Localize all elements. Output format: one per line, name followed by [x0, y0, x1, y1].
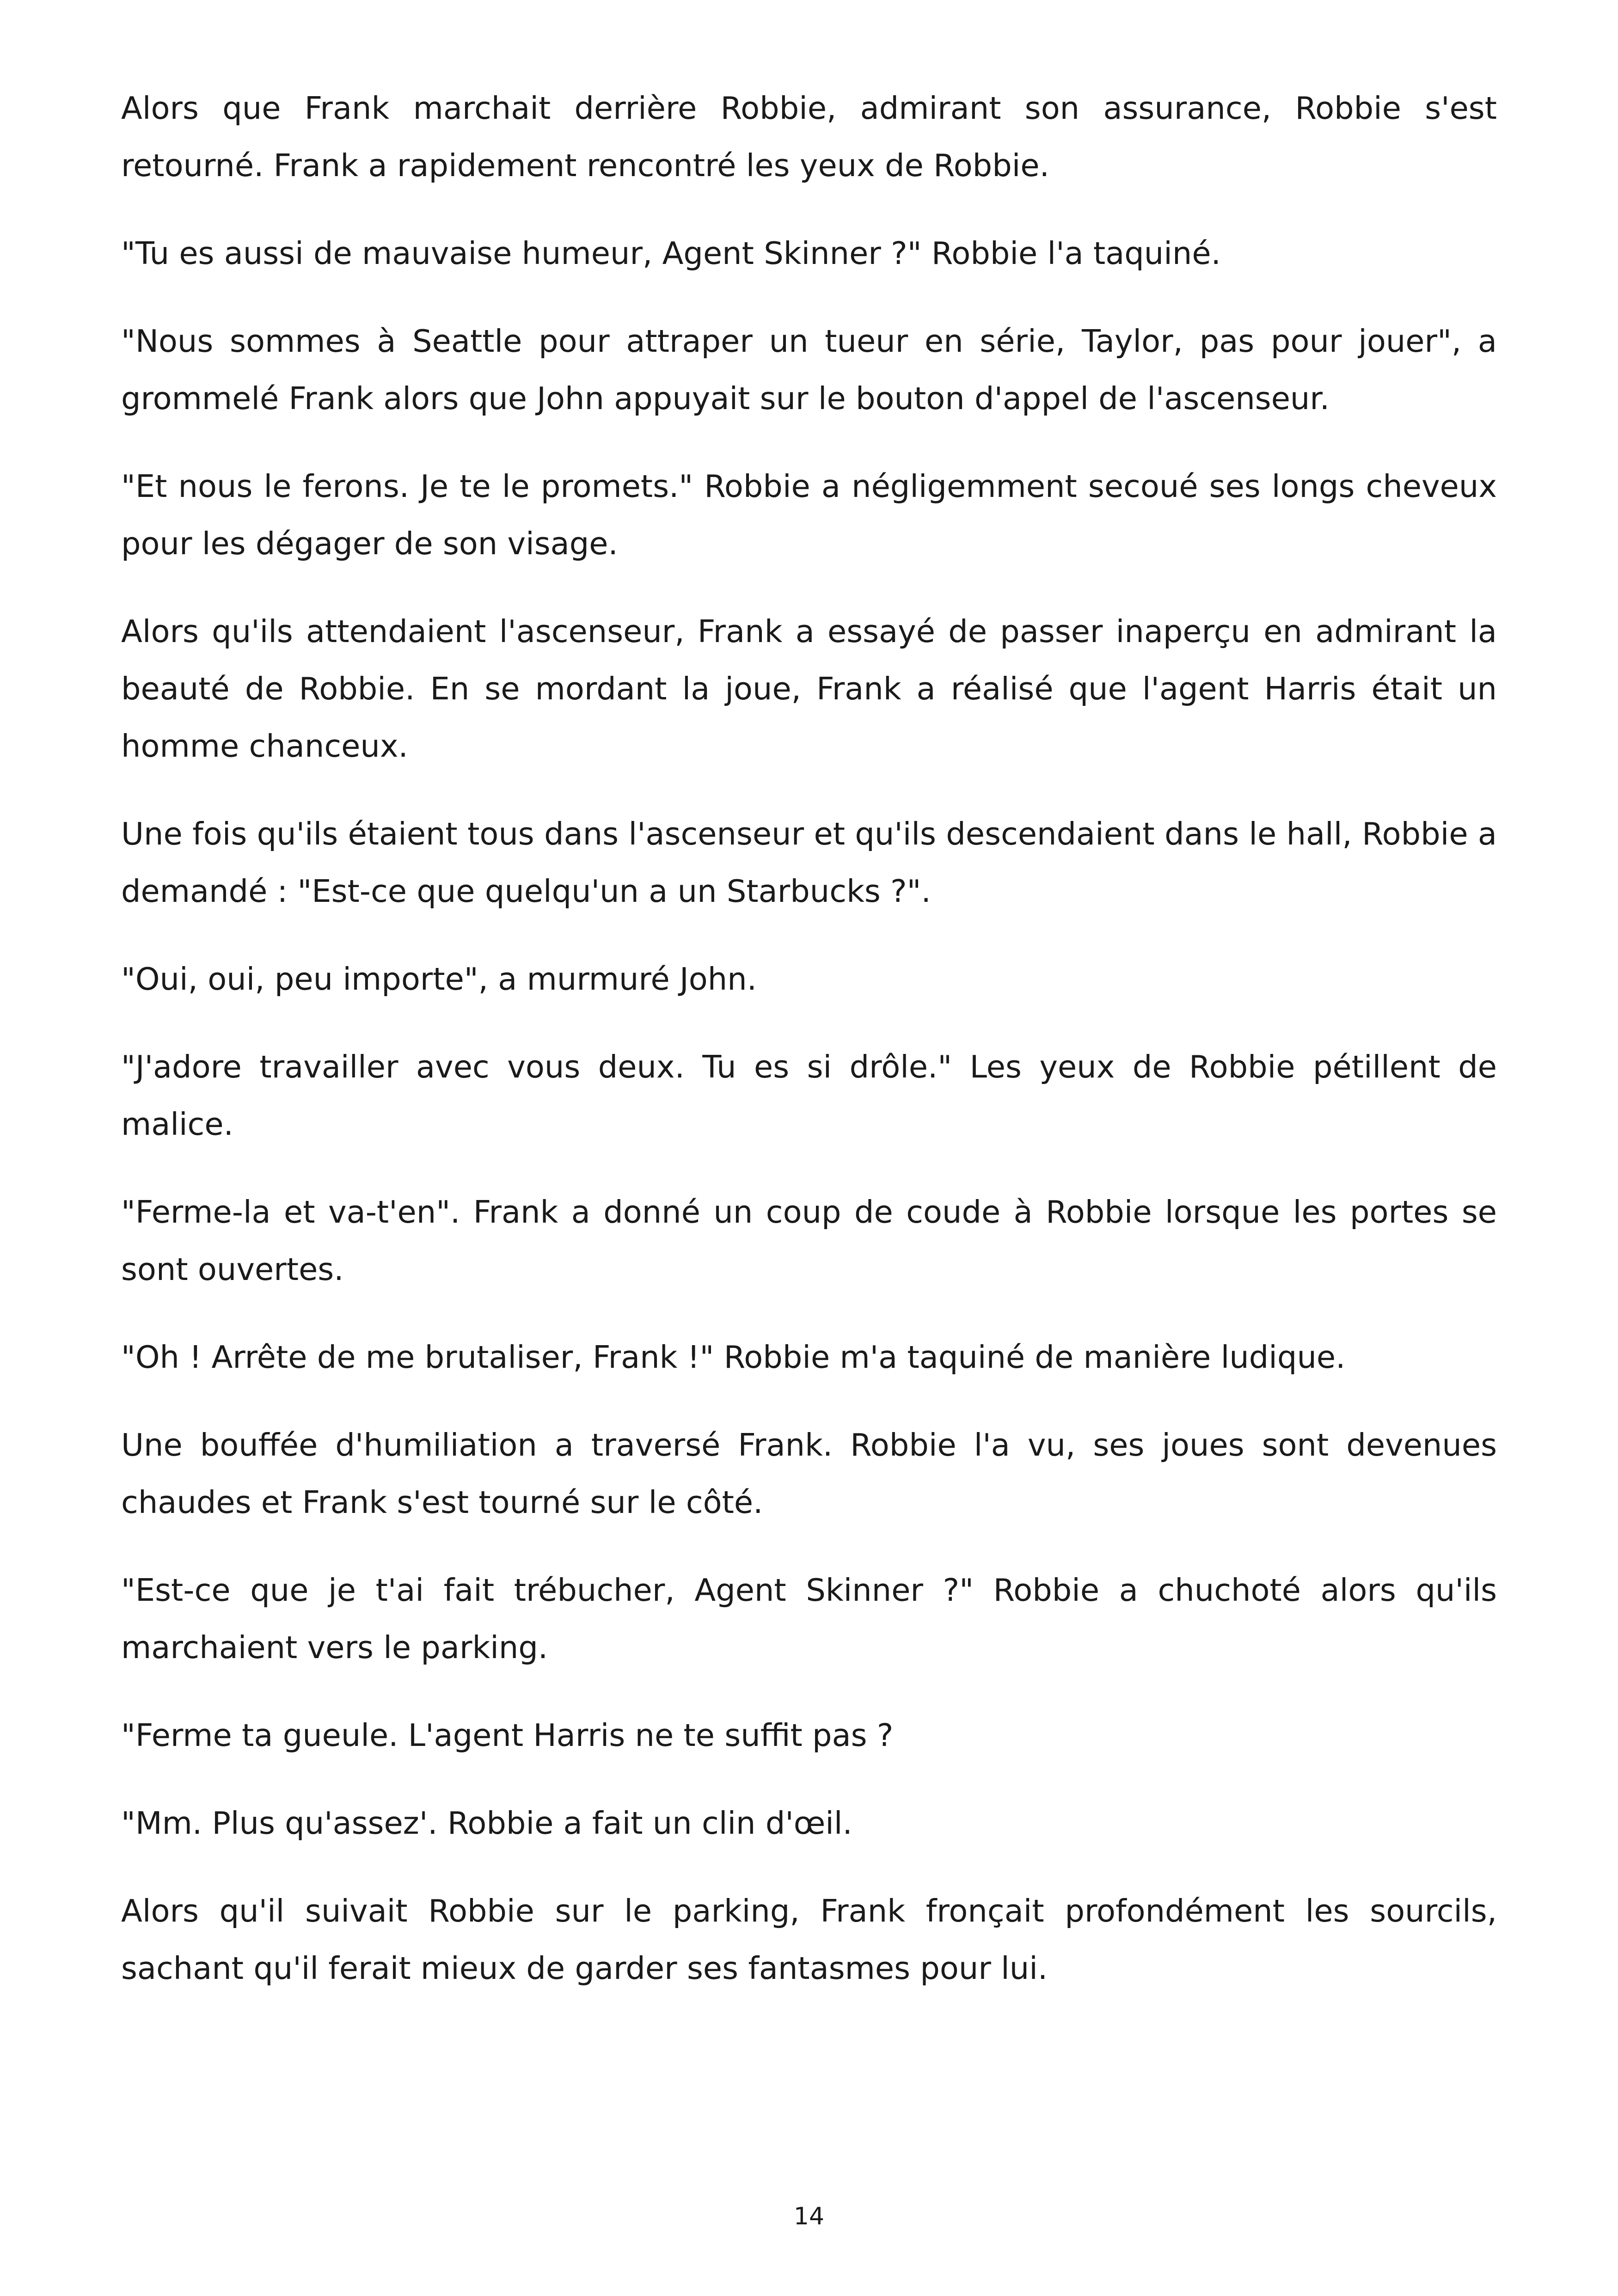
paragraph: Alors qu'ils attendaient l'ascenseur, Frank a essayé de passer inaperçu en admirant la beauté de Robbie. En se mordant la joue, Frank a réalisé que l'agent Harris était un homme chanceux. [121, 613, 1497, 764]
paragraph: Alors que Frank marchait derrière Robbie, admirant son assurance, Robbie s'est retourné. Frank a rapidement rencontré les yeux de Robbie. [121, 90, 1497, 184]
paragraph: Alors qu'il suivait Robbie sur le parking, Frank fronçait profondément les sourcils, sachant qu'il ferait mieux de garder ses fantasmes pour lui. [121, 1893, 1497, 1986]
paragraph: "Est-ce que je t'ai fait trébucher, Agent Skinner ?" Robbie a chuchoté alors qu'ils marchaient vers le parking. [121, 1572, 1497, 1665]
paragraph: "Oui, oui, peu importe", a murmuré John. [121, 961, 757, 997]
paragraph: "Tu es aussi de mauvaise humeur, Agent Skinner ?" Robbie l'a taquiné. [121, 235, 1221, 271]
paragraph: "Et nous le ferons. Je te le promets." Robbie a négligemment secoué ses longs cheveux pour les dégager de son visage. [121, 468, 1497, 562]
paragraph: "Oh ! Arrête de me brutaliser, Frank !" Robbie m'a taquiné de manière ludique. [121, 1339, 1346, 1375]
paragraph: "Ferme-la et va-t'en". Frank a donné un coup de coude à Robbie lorsque les portes se sont ouvertes. [121, 1194, 1497, 1287]
paragraph: "J'adore travailler avec vous deux. Tu es si drôle." Les yeux de Robbie pétillent de malice. [121, 1049, 1497, 1142]
paragraph: Une bouffée d'humiliation a traversé Frank. Robbie l'a vu, ses joues sont devenues chaudes et Frank s'est tourné sur le côté. [121, 1427, 1497, 1520]
paragraph: "Ferme ta gueule. L'agent Harris ne te suffit pas ? [121, 1717, 894, 1753]
paragraph: "Nous sommes à Seattle pour attraper un tueur en série, Taylor, pas pour jouer", a grommelé Frank alors que John appuyait sur le bouton d'appel de l'ascenseur. [121, 323, 1497, 416]
paragraph: Une fois qu'ils étaient tous dans l'ascenseur et qu'ils descendaient dans le hall, Robbie a demandé : "Est-ce que quelqu'un a un Starbucks ?". [121, 816, 1497, 909]
page-number: 14 [793, 2203, 825, 2230]
paragraph: "Mm. Plus qu'assez'. Robbie a fait un clin d'œil. [121, 1805, 852, 1841]
body-text [121, 80, 1497, 2027]
